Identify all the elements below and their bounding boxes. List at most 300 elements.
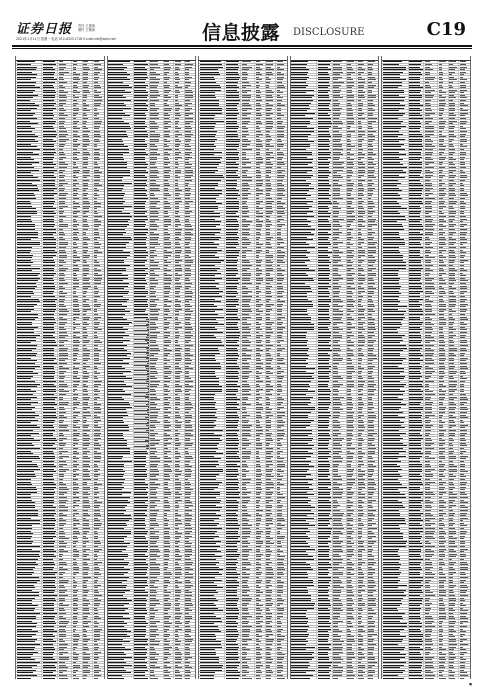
table-cell-text xyxy=(134,157,145,158)
table-cell-text xyxy=(108,270,126,271)
table-cell-text xyxy=(164,213,168,214)
table-cell xyxy=(150,151,164,153)
table-cell xyxy=(16,378,42,380)
table-cell-text xyxy=(59,409,65,410)
table-cell xyxy=(164,69,175,71)
table-cell-text xyxy=(175,422,182,423)
table-cell xyxy=(164,417,175,419)
table-cell-text xyxy=(83,239,89,240)
table-cell xyxy=(185,296,196,298)
table-cell xyxy=(164,159,175,161)
table-cell-text xyxy=(94,170,99,171)
table-cell xyxy=(16,149,42,151)
table-cell-text xyxy=(73,180,77,181)
table-cell xyxy=(42,657,58,659)
table-cell-text xyxy=(94,77,99,78)
table-cell-text xyxy=(175,95,178,96)
table-cell xyxy=(16,370,42,372)
table-cell xyxy=(16,510,42,512)
table-cell-text xyxy=(17,430,33,431)
table-cell xyxy=(185,339,196,341)
table-cell-text xyxy=(59,510,69,511)
table-cell xyxy=(58,383,72,385)
table-cell xyxy=(16,528,42,530)
table-cell-text xyxy=(73,605,79,606)
table-cell xyxy=(185,174,196,176)
table-cell xyxy=(134,167,150,169)
table-cell xyxy=(83,314,94,316)
table-cell-text xyxy=(150,306,156,307)
table-cell xyxy=(58,61,72,63)
table-cell-text xyxy=(108,278,127,279)
table-cell-text xyxy=(43,402,55,403)
table-cell-text xyxy=(185,397,189,398)
table-cell-text xyxy=(94,559,97,560)
table-cell xyxy=(42,651,58,653)
table-cell xyxy=(16,301,42,303)
table-cell xyxy=(108,221,134,223)
table-cell xyxy=(58,316,72,318)
table-cell xyxy=(185,355,196,357)
table-cell xyxy=(16,520,42,522)
table-cell xyxy=(134,244,150,246)
table-cell xyxy=(72,275,83,277)
table-cell-text xyxy=(83,301,86,302)
table-cell-text xyxy=(73,634,80,635)
table-cell xyxy=(42,92,58,94)
table-cell xyxy=(42,677,58,679)
table-cell-text xyxy=(94,366,97,367)
table-cell xyxy=(93,89,104,91)
table-cell-text xyxy=(108,306,127,307)
table-cell xyxy=(72,623,83,625)
table-cell xyxy=(83,125,94,127)
table-cell xyxy=(58,69,72,71)
table-cell-text xyxy=(73,154,78,155)
table-cell xyxy=(83,525,94,527)
table-cell xyxy=(72,118,83,120)
table-cell-text xyxy=(94,64,101,65)
table-cell xyxy=(58,187,72,189)
table-cell xyxy=(42,131,58,133)
table-cell-text xyxy=(185,409,191,410)
table-cell-text xyxy=(59,95,67,96)
table-cell xyxy=(72,236,83,238)
table-cell xyxy=(134,293,150,295)
table-cell-text xyxy=(108,376,126,377)
table-cell-text xyxy=(175,229,183,230)
table-cell-text xyxy=(94,422,99,423)
table-cell xyxy=(164,151,175,153)
table-cell xyxy=(42,174,58,176)
table-cell xyxy=(83,146,94,148)
table-cell-text xyxy=(17,492,38,493)
table-cell xyxy=(150,172,164,174)
table-cell-text xyxy=(83,652,86,653)
table-cell xyxy=(58,355,72,357)
table-cell-text xyxy=(185,371,189,372)
table-cell xyxy=(150,182,164,184)
table-cell xyxy=(93,569,104,571)
table-cell-text xyxy=(43,247,56,248)
table-cell xyxy=(83,205,94,207)
table-cell xyxy=(58,172,72,174)
table-cell xyxy=(83,221,94,223)
table-cell-text xyxy=(43,577,56,578)
table-cell xyxy=(164,249,175,251)
table-cell-text xyxy=(73,448,78,449)
table-cell-text xyxy=(59,299,66,300)
table-cell-text xyxy=(59,90,65,91)
table-cell-text xyxy=(59,159,63,160)
table-cell-text xyxy=(73,438,77,439)
table-cell xyxy=(185,128,196,130)
table-cell-text xyxy=(43,95,56,96)
table-cell xyxy=(150,386,164,388)
table-cell xyxy=(83,626,94,628)
table-cell xyxy=(72,551,83,553)
table-cell xyxy=(150,278,164,280)
table-cell-text xyxy=(73,497,79,498)
table-cell xyxy=(16,257,42,259)
table-cell xyxy=(72,252,83,254)
table-cell-text xyxy=(175,172,181,173)
table-cell-text xyxy=(73,381,81,382)
table-cell xyxy=(58,262,72,264)
table-cell xyxy=(16,605,42,607)
table-cell-text xyxy=(175,113,181,114)
table-cell xyxy=(16,649,42,651)
table-cell xyxy=(164,156,175,158)
table-cell-text xyxy=(134,286,145,287)
table-cell-text xyxy=(83,407,90,408)
table-cell xyxy=(83,339,94,341)
table-cell-text xyxy=(17,141,38,142)
table-cell-text xyxy=(83,489,90,490)
table-cell-text xyxy=(43,268,54,269)
table-cell xyxy=(164,345,175,347)
table-cell-text xyxy=(83,311,87,312)
table-cell-text xyxy=(185,273,191,274)
table-cell xyxy=(83,360,94,362)
table-cell-text xyxy=(59,608,65,609)
table-cell xyxy=(42,347,58,349)
table-cell-text xyxy=(108,353,130,354)
table-cell xyxy=(150,417,164,419)
table-cell xyxy=(174,324,185,326)
table-cell xyxy=(72,309,83,311)
table-cell-text xyxy=(185,195,190,196)
table-cell xyxy=(16,164,42,166)
table-cell xyxy=(42,229,58,231)
table-cell xyxy=(93,613,104,615)
table-cell-text xyxy=(83,180,88,181)
table-cell xyxy=(16,522,42,524)
table-cell xyxy=(58,579,72,581)
table-cell xyxy=(83,154,94,156)
table-cell-text xyxy=(108,335,129,336)
table-cell xyxy=(16,639,42,641)
table-cell xyxy=(58,185,72,187)
table-cell xyxy=(72,391,83,393)
table-cell xyxy=(83,651,94,653)
table-cell-text xyxy=(43,397,57,398)
table-cell xyxy=(134,355,150,357)
table-cell-text xyxy=(43,366,54,367)
table-cell-text xyxy=(94,533,99,534)
table-cell xyxy=(185,376,196,378)
table-cell-text xyxy=(73,329,76,330)
table-cell-text xyxy=(83,600,88,601)
table-cell-text xyxy=(185,67,192,68)
table-cell-text xyxy=(73,363,80,364)
table-cell-text xyxy=(17,616,37,617)
table-cell-text xyxy=(59,489,69,490)
table-cell xyxy=(164,113,175,115)
table-cell-text xyxy=(185,404,192,405)
table-cell-text xyxy=(73,195,77,196)
table-cell-text xyxy=(73,610,78,611)
table-cell-text xyxy=(185,366,189,367)
table-cell xyxy=(83,95,94,97)
table-cell xyxy=(58,466,72,468)
table-cell xyxy=(164,278,175,280)
table-cell-text xyxy=(108,72,127,73)
table-cell xyxy=(93,180,104,182)
table-cell xyxy=(83,357,94,359)
table-cell-text xyxy=(94,471,98,472)
table-cell xyxy=(108,123,134,125)
table-cell-text xyxy=(43,216,54,217)
table-cell-text xyxy=(73,110,80,111)
table-cell xyxy=(16,115,42,117)
table-cell xyxy=(164,74,175,76)
table-cell xyxy=(164,394,175,396)
table-cell xyxy=(58,386,72,388)
table-cell-text xyxy=(175,190,182,191)
table-cell xyxy=(164,365,175,367)
table-cell-text xyxy=(94,505,100,506)
table-cell-text xyxy=(175,415,180,416)
table-cell xyxy=(164,316,175,318)
table-cell-text xyxy=(73,213,77,214)
table-cell xyxy=(42,520,58,522)
table-cell xyxy=(58,672,72,674)
table-cell xyxy=(42,128,58,130)
table-cell xyxy=(58,512,72,514)
table-cell-text xyxy=(134,262,144,263)
table-cell-text xyxy=(59,61,64,62)
table-cell xyxy=(42,600,58,602)
table-cell xyxy=(83,156,94,158)
table-cell xyxy=(174,180,185,182)
table-cell xyxy=(58,636,72,638)
table-cell xyxy=(185,368,196,370)
table-cell xyxy=(16,466,42,468)
table-cell xyxy=(16,675,42,677)
table-cell xyxy=(108,92,134,94)
table-cell-text xyxy=(164,350,171,351)
table-cell-text xyxy=(164,286,170,287)
table-cell-text xyxy=(17,286,38,287)
table-cell-text xyxy=(73,443,78,444)
table-cell-text xyxy=(59,286,63,287)
table-cell-text xyxy=(83,201,89,202)
table-cell xyxy=(174,422,185,424)
table-cell xyxy=(42,471,58,473)
table-cell-text xyxy=(59,115,68,116)
table-cell-text xyxy=(164,201,168,202)
table-cell xyxy=(150,311,164,313)
table-cell-text xyxy=(59,136,66,137)
table-cell-text xyxy=(150,345,158,346)
table-cell xyxy=(16,577,42,579)
table-cell-text xyxy=(43,327,55,328)
table-cell-text xyxy=(185,157,192,158)
table-cell-text xyxy=(83,505,90,506)
table-cell-text xyxy=(94,647,100,648)
table-cell-text xyxy=(59,641,66,642)
table-cell-text xyxy=(94,409,102,410)
table-cell xyxy=(185,200,196,202)
table-cell-text xyxy=(134,79,146,80)
table-cell xyxy=(134,396,150,398)
table-cell xyxy=(108,288,134,290)
table-cell-text xyxy=(108,257,127,258)
table-cell xyxy=(150,95,164,97)
table-cell xyxy=(185,156,196,158)
table-cell-text xyxy=(94,317,101,318)
table-cell xyxy=(150,79,164,81)
table-cell-text xyxy=(73,409,76,410)
table-cell xyxy=(174,278,185,280)
table-cell xyxy=(134,290,150,292)
table-cell-text xyxy=(134,360,148,361)
table-cell xyxy=(150,223,164,225)
table-cell-text xyxy=(17,242,41,243)
table-cell xyxy=(93,301,104,303)
table-cell xyxy=(185,226,196,228)
table-cell-text xyxy=(150,311,158,312)
table-cell xyxy=(83,559,94,561)
table-cell xyxy=(185,314,196,316)
table-cell-text xyxy=(164,296,169,297)
table-cell xyxy=(150,84,164,86)
table-cell-text xyxy=(43,237,55,238)
table-cell-text xyxy=(43,598,55,599)
table-cell-text xyxy=(150,389,155,390)
table-cell-text xyxy=(94,564,99,565)
table-cell xyxy=(185,164,196,166)
table-cell xyxy=(58,169,72,171)
table-cell-text xyxy=(150,288,154,289)
table-cell xyxy=(72,435,83,437)
table-cell-text xyxy=(59,244,69,245)
table-cell-text xyxy=(73,577,76,578)
table-cell-text xyxy=(43,314,54,315)
table-cell-text xyxy=(150,103,155,104)
table-cell xyxy=(174,401,185,403)
table-cell-text xyxy=(83,461,90,462)
table-cell-text xyxy=(43,141,56,142)
table-cell-text xyxy=(185,311,193,312)
table-cell xyxy=(108,79,134,81)
table-cell-text xyxy=(108,314,125,315)
table-cell xyxy=(58,303,72,305)
table-cell xyxy=(108,303,134,305)
table-cell-text xyxy=(134,95,148,96)
table-cell-text xyxy=(185,309,190,310)
table-cell xyxy=(72,437,83,439)
table-cell xyxy=(42,432,58,434)
table-cell xyxy=(93,154,104,156)
table-cell-text xyxy=(73,464,79,465)
table-cell xyxy=(16,677,42,679)
masthead-meta xyxy=(78,24,95,32)
table-cell-text xyxy=(83,332,87,333)
table-cell-text xyxy=(73,288,77,289)
table-cell xyxy=(164,386,175,388)
table-cell xyxy=(58,216,72,218)
table-cell-text xyxy=(175,152,182,153)
table-cell xyxy=(42,476,58,478)
table-cell xyxy=(93,486,104,488)
table-cell xyxy=(108,417,134,419)
table-cell-text xyxy=(73,113,78,114)
table-cell xyxy=(164,239,175,241)
table-cell xyxy=(134,368,150,370)
table-cell-text xyxy=(43,381,56,382)
table-cell xyxy=(72,283,83,285)
table-cell-text xyxy=(108,389,123,390)
table-cell xyxy=(16,669,42,671)
table-cell xyxy=(134,383,150,385)
table-cell xyxy=(16,427,42,429)
table-cell-text xyxy=(73,332,80,333)
table-cell-text xyxy=(17,79,32,80)
table-cell xyxy=(108,365,134,367)
table-cell xyxy=(108,120,134,122)
table-cell-text xyxy=(175,103,179,104)
table-cell xyxy=(164,185,175,187)
table-cell xyxy=(83,383,94,385)
table-cell xyxy=(164,82,175,84)
table-cell xyxy=(150,74,164,76)
table-cell xyxy=(58,651,72,653)
table-cell xyxy=(108,249,134,251)
table-cell xyxy=(42,654,58,656)
table-cell xyxy=(72,486,83,488)
table-cell xyxy=(93,260,104,262)
table-cell xyxy=(16,587,42,589)
table-cell xyxy=(93,561,104,563)
table-cell xyxy=(58,203,72,205)
table-cell-text xyxy=(185,164,192,165)
table-cell xyxy=(185,290,196,292)
table-cell xyxy=(72,102,83,104)
table-cell-text xyxy=(59,580,69,581)
table-cell-text xyxy=(59,92,68,93)
table-cell-text xyxy=(108,360,123,361)
table-cell-text xyxy=(83,394,88,395)
table-cell-text xyxy=(164,61,169,62)
table-cell xyxy=(134,87,150,89)
table-cell-text xyxy=(59,260,65,261)
table-cell-text xyxy=(59,384,68,385)
table-cell-text xyxy=(83,626,89,627)
table-cell xyxy=(108,113,134,115)
table-cell xyxy=(164,270,175,272)
